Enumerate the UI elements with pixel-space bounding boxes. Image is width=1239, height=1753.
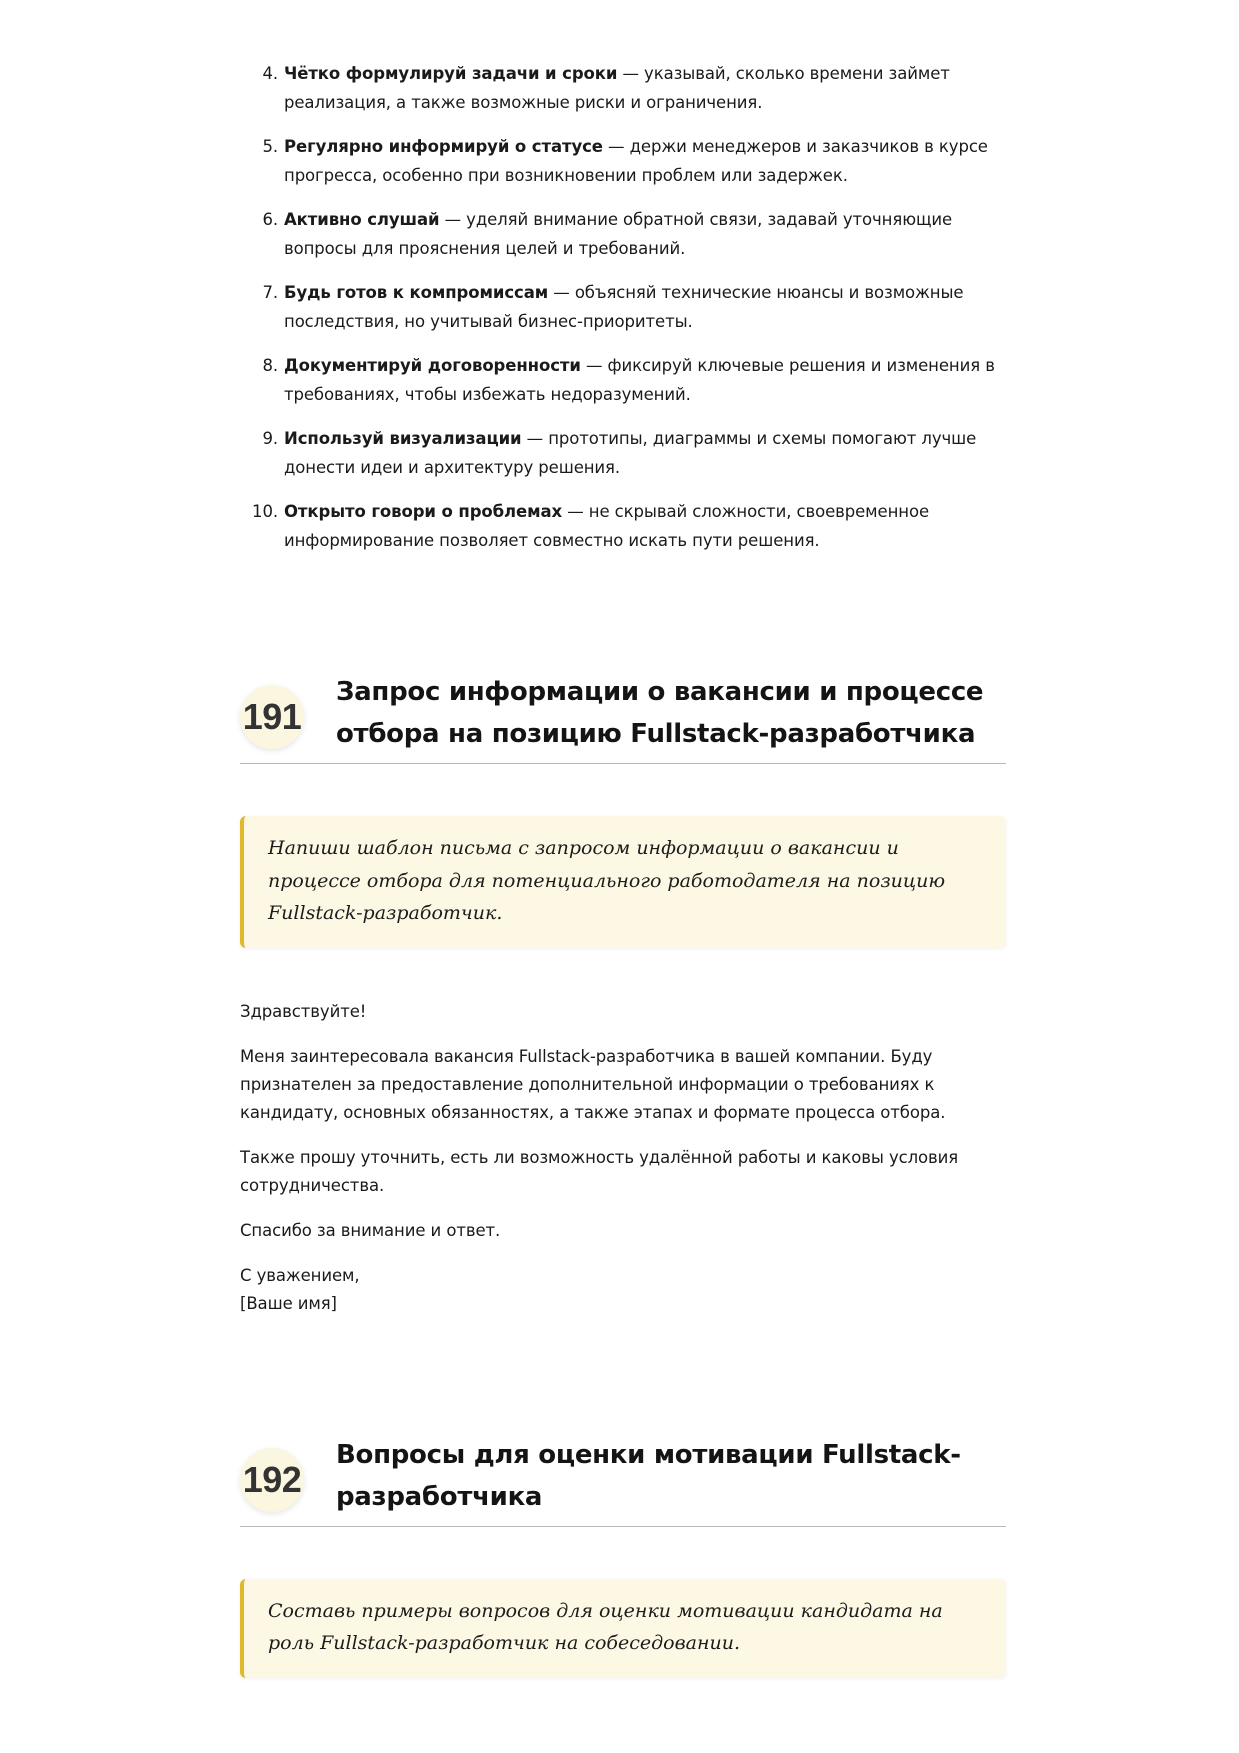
prompt-callout: Составь примеры вопросов для оценки мотивации кандидата на роль Fullstack-разработчик на собеседовании.	[240, 1579, 1006, 1678]
list-item-title: Документируй договоренности	[284, 356, 581, 375]
section-header	[240, 671, 1006, 764]
letter-signoff	[240, 1262, 1006, 1318]
list-item	[240, 279, 1006, 336]
section-192	[240, 1434, 1006, 1678]
list-item-title: Регулярно информируй о статусе	[284, 137, 603, 156]
document-content	[240, 0, 1006, 1678]
list-item-number: 8.	[262, 356, 278, 375]
letter-greeting: Здравствуйте!	[240, 1001, 367, 1021]
list-item-title: Используй визуализации	[284, 429, 522, 448]
list-item-number: 9.	[262, 429, 278, 448]
list-item-number: 6.	[262, 210, 278, 229]
list-item	[240, 425, 1006, 482]
list-item-text: — не скрывай сложности, своевременное информирование позволяет совместно искать пути решения.	[284, 502, 929, 550]
letter-paragraph: Также прошу уточнить, есть ли возможность удалённой работы и каковы условия сотрудничества.	[240, 1147, 959, 1195]
list-item-number: 10.	[252, 502, 278, 521]
list-item	[240, 133, 1006, 190]
list-item-title: Чётко формулируй задачи и сроки	[284, 64, 618, 83]
list-item-number: 4.	[262, 64, 278, 83]
list-item-number: 7.	[262, 283, 278, 302]
tips-list	[240, 0, 1006, 555]
section-191	[240, 671, 1006, 1318]
section-title: Вопросы для оценки мотивации Fullstack-разработчика	[336, 1439, 961, 1512]
letter-paragraph: Меня заинтересовала вакансия Fullstack-разработчика в вашей компании. Буду признателен за предоставление дополнительной информации о требованиях к кандидату, основных обязанностях, а также этапах и формате процесса отбора.	[240, 1046, 946, 1122]
letter-body	[240, 998, 1006, 1318]
list-item	[240, 352, 1006, 409]
list-item-text: — указывай, сколько времени займет реализация, а также возможные риски и ограничения.	[284, 64, 950, 112]
list-item-title: Будь готов к компромиссам	[284, 283, 549, 302]
list-item-text: — уделяй внимание обратной связи, задавай уточняющие вопросы для прояснения целей и требований.	[284, 210, 953, 258]
prompt-callout: Напиши шаблон письма с запросом информации о вакансии и процессе отбора для потенциального работодателя на позицию Fullstack-разработчик.	[240, 816, 1006, 948]
list-item-title: Открыто говори о проблемах	[284, 502, 563, 521]
list-item-text: — объясняй технические нюансы и возможные последствия, но учитывай бизнес-приоритеты.	[284, 283, 964, 331]
list-item-text: — держи менеджеров и заказчиков в курсе прогресса, особенно при возникновении проблем или задержек.	[284, 137, 988, 185]
section-number-badge: 192	[240, 1448, 304, 1512]
list-item-number: 5.	[262, 137, 278, 156]
letter-thanks: Спасибо за внимание и ответ.	[240, 1220, 501, 1240]
list-item	[240, 498, 1006, 555]
list-item-text: — прототипы, диаграммы и схемы помогают лучше донести идеи и архитектуру решения.	[284, 429, 977, 477]
section-header	[240, 1434, 1006, 1527]
list-item	[240, 60, 1006, 117]
list-item-text: — фиксируй ключевые решения и изменения в требованиях, чтобы избежать недоразумений.	[284, 356, 995, 404]
letter-signature: [Ваше имя]	[240, 1293, 337, 1313]
list-item-title: Активно слушай	[284, 210, 440, 229]
section-title: Запрос информации о вакансии и процессе отбора на позицию Fullstack-разработчика	[336, 677, 984, 749]
list-item	[240, 206, 1006, 263]
letter-closing: С уважением,	[240, 1265, 360, 1285]
section-number-badge: 191	[240, 685, 304, 749]
